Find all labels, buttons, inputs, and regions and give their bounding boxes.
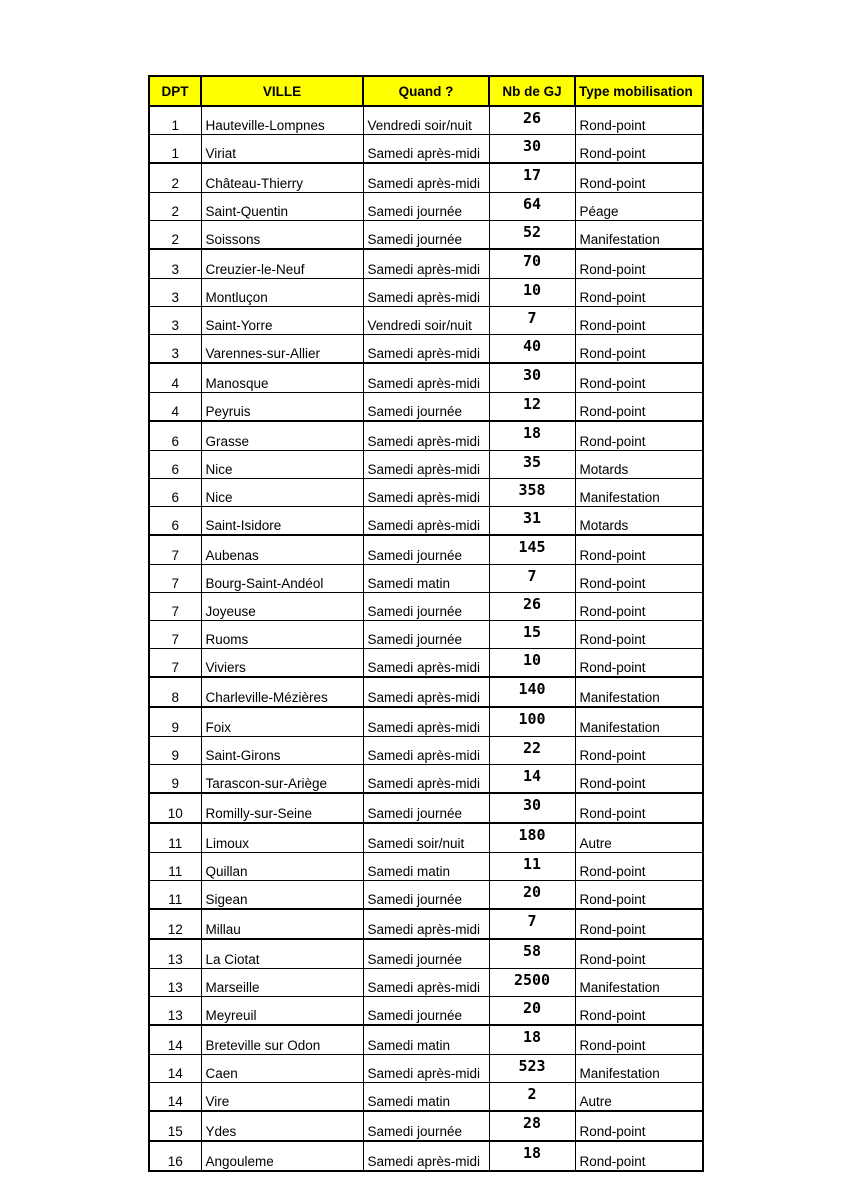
cell-quand: Samedi journée [363,939,489,969]
table-row [149,649,703,678]
cell-dpt: 7 [149,593,201,621]
cell-type: Rond-point [575,737,703,765]
table-row [149,737,703,765]
cell-ville: Peyruis [201,393,363,422]
cell-quand: Samedi après-midi [363,163,489,193]
cell-type: Rond-point [575,279,703,307]
table-row [149,1055,703,1083]
cell-type: Motards [575,507,703,536]
cell-type: Rond-point [575,249,703,279]
cell-nb-gj: 26 [489,593,575,621]
table-row [149,881,703,910]
cell-dpt: 4 [149,363,201,393]
cell-ville: Marseille [201,969,363,997]
cell-dpt: 1 [149,135,201,164]
cell-type: Manifestation [575,479,703,507]
cell-dpt: 16 [149,1141,201,1171]
cell-nb-gj: 31 [489,507,575,536]
cell-type: Rond-point [575,853,703,881]
cell-dpt: 2 [149,221,201,250]
table-row [149,535,703,565]
table-row [149,507,703,536]
cell-ville: Charleville-Mézières [201,677,363,707]
cell-ville: Montluçon [201,279,363,307]
table-row [149,307,703,335]
cell-ville: Saint-Girons [201,737,363,765]
cell-nb-gj: 15 [489,621,575,649]
cell-quand: Samedi journée [363,881,489,910]
cell-nb-gj: 140 [489,677,575,707]
cell-ville: Joyeuse [201,593,363,621]
cell-nb-gj: 40 [489,335,575,364]
cell-ville: Nice [201,451,363,479]
cell-type: Rond-point [575,393,703,422]
cell-dpt: 9 [149,765,201,794]
cell-type: Rond-point [575,135,703,164]
cell-type: Rond-point [575,565,703,593]
header-dpt: DPT [149,76,201,106]
cell-nb-gj: 180 [489,823,575,853]
cell-dpt: 13 [149,997,201,1026]
cell-quand: Samedi après-midi [363,737,489,765]
table-row [149,249,703,279]
cell-type: Rond-point [575,765,703,794]
cell-nb-gj: 145 [489,535,575,565]
cell-quand: Vendredi soir/nuit [363,307,489,335]
table-row [149,1083,703,1112]
cell-type: Rond-point [575,593,703,621]
cell-quand: Vendredi soir/nuit [363,106,489,135]
cell-type: Rond-point [575,163,703,193]
cell-type: Rond-point [575,1111,703,1141]
cell-type: Rond-point [575,793,703,823]
cell-quand: Samedi après-midi [363,479,489,507]
cell-type: Rond-point [575,649,703,678]
table-row [149,279,703,307]
cell-dpt: 12 [149,909,201,939]
cell-nb-gj: 11 [489,853,575,881]
table-row [149,939,703,969]
cell-ville: Saint-Quentin [201,193,363,221]
table-row [149,593,703,621]
table-row [149,1141,703,1171]
cell-ville: Soissons [201,221,363,250]
cell-nb-gj: 30 [489,135,575,164]
cell-nb-gj: 100 [489,707,575,737]
cell-quand: Samedi matin [363,1025,489,1055]
cell-type: Rond-point [575,1025,703,1055]
cell-type: Rond-point [575,307,703,335]
table-row [149,479,703,507]
table-body [149,106,703,1171]
cell-nb-gj: 35 [489,451,575,479]
cell-nb-gj: 523 [489,1055,575,1083]
cell-ville: Angouleme [201,1141,363,1171]
cell-dpt: 4 [149,393,201,422]
cell-nb-gj: 10 [489,279,575,307]
cell-quand: Samedi après-midi [363,1141,489,1171]
table-row [149,163,703,193]
table-row [149,621,703,649]
cell-ville: Varennes-sur-Allier [201,335,363,364]
cell-type: Rond-point [575,621,703,649]
cell-ville: Ruoms [201,621,363,649]
cell-quand: Samedi journée [363,621,489,649]
table-row [149,793,703,823]
cell-type: Rond-point [575,909,703,939]
cell-quand: Samedi journée [363,393,489,422]
cell-ville: Viriat [201,135,363,164]
cell-dpt: 14 [149,1083,201,1112]
cell-dpt: 9 [149,737,201,765]
cell-quand: Samedi soir/nuit [363,823,489,853]
cell-nb-gj: 30 [489,363,575,393]
cell-type: Rond-point [575,997,703,1026]
table-row [149,393,703,422]
cell-quand: Samedi après-midi [363,279,489,307]
cell-dpt: 7 [149,565,201,593]
cell-ville: Breteville sur Odon [201,1025,363,1055]
cell-dpt: 3 [149,249,201,279]
cell-nb-gj: 58 [489,939,575,969]
cell-nb-gj: 26 [489,106,575,135]
cell-nb-gj: 20 [489,997,575,1026]
cell-dpt: 3 [149,279,201,307]
cell-type: Manifestation [575,969,703,997]
cell-nb-gj: 7 [489,909,575,939]
cell-dpt: 11 [149,823,201,853]
cell-nb-gj: 10 [489,649,575,678]
cell-dpt: 9 [149,707,201,737]
cell-ville: Tarascon-sur-Ariège [201,765,363,794]
mobilisation-table [148,75,704,1172]
cell-dpt: 15 [149,1111,201,1141]
cell-nb-gj: 2 [489,1083,575,1112]
cell-type: Rond-point [575,939,703,969]
cell-dpt: 6 [149,421,201,451]
cell-dpt: 13 [149,969,201,997]
cell-dpt: 3 [149,335,201,364]
cell-quand: Samedi après-midi [363,335,489,364]
table-row [149,221,703,250]
cell-quand: Samedi après-midi [363,135,489,164]
cell-dpt: 8 [149,677,201,707]
cell-quand: Samedi après-midi [363,909,489,939]
cell-quand: Samedi journée [363,193,489,221]
cell-quand: Samedi matin [363,1083,489,1112]
cell-type: Manifestation [575,221,703,250]
cell-quand: Samedi après-midi [363,249,489,279]
cell-ville: Château-Thierry [201,163,363,193]
cell-ville: Millau [201,909,363,939]
cell-ville: Grasse [201,421,363,451]
cell-type: Péage [575,193,703,221]
cell-quand: Samedi après-midi [363,363,489,393]
header-nb-gj: Nb de GJ [489,76,575,106]
cell-type: Rond-point [575,106,703,135]
cell-nb-gj: 14 [489,765,575,794]
table-row [149,823,703,853]
cell-dpt: 6 [149,507,201,536]
cell-type: Autre [575,1083,703,1112]
cell-type: Rond-point [575,363,703,393]
cell-quand: Samedi après-midi [363,421,489,451]
cell-quand: Samedi journée [363,1111,489,1141]
cell-ville: Meyreuil [201,997,363,1026]
cell-quand: Samedi matin [363,853,489,881]
cell-nb-gj: 12 [489,393,575,422]
header-row [149,76,703,106]
table-row [149,421,703,451]
cell-quand: Samedi après-midi [363,677,489,707]
table-row [149,363,703,393]
cell-nb-gj: 28 [489,1111,575,1141]
cell-ville: Saint-Yorre [201,307,363,335]
cell-nb-gj: 18 [489,421,575,451]
table-row [149,677,703,707]
cell-quand: Samedi après-midi [363,765,489,794]
cell-dpt: 7 [149,649,201,678]
cell-ville: Bourg-Saint-Andéol [201,565,363,593]
cell-quand: Samedi journée [363,793,489,823]
cell-dpt: 7 [149,621,201,649]
cell-ville: Romilly-sur-Seine [201,793,363,823]
cell-nb-gj: 358 [489,479,575,507]
cell-nb-gj: 18 [489,1025,575,1055]
cell-ville: Ydes [201,1111,363,1141]
header-type-mobilisation: Type mobilisation [575,76,703,106]
cell-dpt: 11 [149,881,201,910]
table-row [149,765,703,794]
cell-ville: Aubenas [201,535,363,565]
cell-type: Manifestation [575,677,703,707]
cell-type: Rond-point [575,421,703,451]
cell-nb-gj: 18 [489,1141,575,1171]
cell-nb-gj: 2500 [489,969,575,997]
cell-dpt: 6 [149,451,201,479]
cell-dpt: 2 [149,193,201,221]
table-row [149,451,703,479]
cell-quand: Samedi journée [363,535,489,565]
table-row [149,969,703,997]
table-row [149,335,703,364]
header-ville: VILLE [201,76,363,106]
table-row [149,193,703,221]
cell-dpt: 10 [149,793,201,823]
table-row [149,853,703,881]
cell-type: Autre [575,823,703,853]
cell-dpt: 6 [149,479,201,507]
table-row [149,997,703,1026]
cell-ville: Foix [201,707,363,737]
table-row [149,106,703,135]
cell-dpt: 7 [149,535,201,565]
cell-ville: Sigean [201,881,363,910]
cell-quand: Samedi après-midi [363,451,489,479]
cell-type: Manifestation [575,707,703,737]
cell-quand: Samedi après-midi [363,649,489,678]
cell-ville: Nice [201,479,363,507]
cell-dpt: 3 [149,307,201,335]
cell-quand: Samedi après-midi [363,969,489,997]
cell-nb-gj: 64 [489,193,575,221]
cell-dpt: 11 [149,853,201,881]
cell-ville: Saint-Isidore [201,507,363,536]
table-row [149,565,703,593]
cell-nb-gj: 52 [489,221,575,250]
cell-nb-gj: 22 [489,737,575,765]
cell-type: Manifestation [575,1055,703,1083]
cell-dpt: 2 [149,163,201,193]
cell-ville: Manosque [201,363,363,393]
cell-ville: Vire [201,1083,363,1112]
cell-type: Rond-point [575,535,703,565]
cell-nb-gj: 7 [489,307,575,335]
table-row [149,1025,703,1055]
table-row [149,909,703,939]
cell-nb-gj: 30 [489,793,575,823]
cell-quand: Samedi après-midi [363,1055,489,1083]
cell-quand: Samedi après-midi [363,507,489,536]
cell-type: Motards [575,451,703,479]
cell-ville: Caen [201,1055,363,1083]
cell-ville: Quillan [201,853,363,881]
cell-type: Rond-point [575,335,703,364]
cell-nb-gj: 70 [489,249,575,279]
cell-quand: Samedi après-midi [363,707,489,737]
cell-ville: Limoux [201,823,363,853]
table-row [149,707,703,737]
cell-quand: Samedi journée [363,593,489,621]
cell-dpt: 14 [149,1055,201,1083]
cell-ville: La Ciotat [201,939,363,969]
cell-dpt: 1 [149,106,201,135]
cell-type: Rond-point [575,1141,703,1171]
cell-ville: Creuzier-le-Neuf [201,249,363,279]
cell-ville: Viviers [201,649,363,678]
cell-dpt: 13 [149,939,201,969]
cell-quand: Samedi journée [363,997,489,1026]
header-quand: Quand ? [363,76,489,106]
table-row [149,135,703,164]
cell-nb-gj: 7 [489,565,575,593]
cell-nb-gj: 17 [489,163,575,193]
cell-ville: Hauteville-Lompnes [201,106,363,135]
cell-quand: Samedi matin [363,565,489,593]
table-row [149,1111,703,1141]
cell-dpt: 14 [149,1025,201,1055]
cell-nb-gj: 20 [489,881,575,910]
cell-type: Rond-point [575,881,703,910]
cell-quand: Samedi journée [363,221,489,250]
